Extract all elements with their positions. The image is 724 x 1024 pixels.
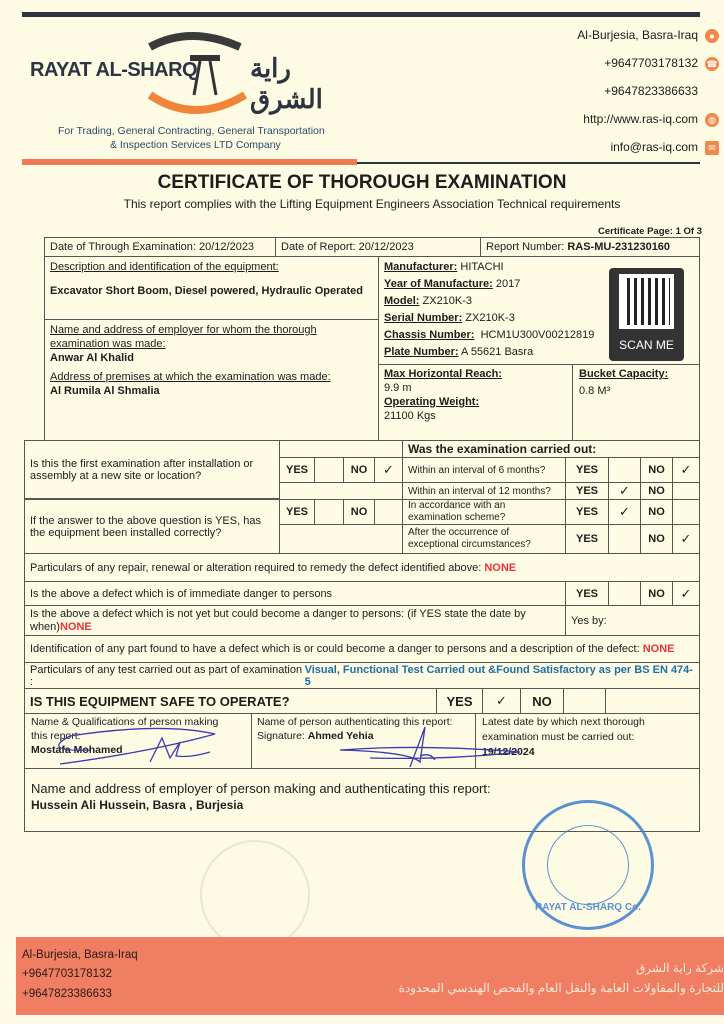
contact-website[interactable]: http://www.ras-iq.com xyxy=(583,112,698,126)
immediate-danger-label: Is the above a defect which is of immediate danger to persons xyxy=(24,581,566,606)
employer-value: Anwar Al Khalid xyxy=(50,352,134,364)
carried-12-yes: YES xyxy=(565,482,609,500)
desc-value: Excavator Short Boom, Diesel powered, Hydraulic Operated xyxy=(50,285,363,297)
safe-yes-check[interactable]: ✓ xyxy=(482,688,521,714)
reach-label: Max Horizontal Reach: xyxy=(384,368,502,380)
carried-exc-yes-check[interactable] xyxy=(608,524,641,554)
auth-label: Name of person authenticating this report: xyxy=(257,716,453,728)
plate-label: Plate Number: xyxy=(384,346,459,358)
premises-value: Al Rumila Al Shmalia xyxy=(50,385,160,397)
carried-scheme: In accordance with an examination scheme? xyxy=(402,499,566,525)
q2-yes-box[interactable] xyxy=(314,499,344,525)
contacts xyxy=(577,28,698,168)
identification-row xyxy=(24,635,700,663)
q2-yes: YES xyxy=(279,499,315,525)
next-exam-date: 19/12/2024 xyxy=(482,746,535,758)
employer-label: Name and address of employer for whom the thorough examination was made: xyxy=(50,324,317,350)
identification-label: Identification of any part found to have a defect which is or could become a danger to persons and a description of the defect: xyxy=(30,643,643,655)
footer-address: Al-Burjesia, Basra-Iraq xyxy=(22,949,138,961)
tagline-1: For Trading, General Contracting, General Transportation xyxy=(58,125,325,137)
report-number xyxy=(480,237,700,257)
safe-question: IS THIS EQUIPMENT SAFE TO OPERATE? xyxy=(24,688,437,714)
serial-value: ZX210K-3 xyxy=(462,312,515,324)
tests-label: Particulars of any test carried out as part of examination : xyxy=(30,663,303,688)
company-name-ar: راية الشرق xyxy=(250,53,323,114)
year-value: 2017 xyxy=(492,278,521,290)
certificate-page: Certificate Page: 1 Of 3 xyxy=(597,226,702,237)
footer-phone-1[interactable]: +9647703178132 xyxy=(22,968,112,980)
carried-12-no: NO xyxy=(640,482,673,500)
auth-sig-label: Signature: xyxy=(257,730,308,742)
not-yet-label: Is the above a defect which is not yet but could become a danger to persons: (if YES state the date by when) xyxy=(30,608,526,633)
manufacturer-label: Manufacturer: xyxy=(384,261,458,273)
reach-value: 9.9 m xyxy=(384,382,412,394)
footer xyxy=(16,937,724,1015)
company-name-en: RAYAT AL-SHARQ xyxy=(30,59,198,81)
model-label: Model: xyxy=(384,295,420,307)
bucket-label: Bucket Capacity: xyxy=(579,368,669,380)
carried-6-yes: YES xyxy=(565,457,609,483)
page-title: CERTIFICATE OF THOROUGH EXAMINATION xyxy=(157,172,567,193)
chassis-label: Chassis Number: xyxy=(384,329,475,341)
watermark-seal xyxy=(200,840,310,950)
report-number-label: Report Number: xyxy=(486,241,565,253)
premises-label: Address of premises at which the examination was made: xyxy=(50,371,331,383)
blank xyxy=(279,482,403,500)
contact-phone-2[interactable]: +9647823386633 xyxy=(604,84,698,98)
q1-no-check[interactable]: ✓ xyxy=(374,457,403,483)
not-yet-value: NONE xyxy=(59,621,92,633)
exam-date: Date of Through Examination: 20/12/2023 xyxy=(44,237,276,257)
carried-scheme-no: NO xyxy=(640,499,673,525)
blank xyxy=(605,688,700,714)
bucket-box xyxy=(572,364,700,441)
safe-no: NO xyxy=(520,688,564,714)
year-label: Year of Manufacture: xyxy=(384,278,493,290)
weight-value: 21100 Kgs xyxy=(384,410,436,422)
manufacturer-value: HITACHI xyxy=(457,261,504,273)
tests-row xyxy=(24,662,700,689)
q1-yes-box[interactable] xyxy=(314,457,344,483)
page-subtitle: This report complies with the Lifting Equipment Engineers Association Technical requirements xyxy=(123,197,621,211)
next-exam-label: Latest date by which next thorough examination must be carried out: xyxy=(482,716,645,743)
tests-value: Visual, Functional Test Carried out &Found Satisfactory as per BS EN 474-5 xyxy=(304,663,693,688)
bucket-value: 0.8 M³ xyxy=(579,385,611,397)
carried-exc-no: NO xyxy=(640,524,673,554)
carried-12-no-check[interactable] xyxy=(672,482,700,500)
repair-row xyxy=(24,553,700,582)
yes-by: Yes by: xyxy=(565,605,700,636)
contact-address: Al-Burjesia, Basra-Iraq xyxy=(577,28,698,42)
plate-value: A 55621 Basra xyxy=(458,346,534,358)
immediate-yes: YES xyxy=(565,581,609,606)
carried-scheme-yes-check[interactable]: ✓ xyxy=(608,499,641,525)
contact-email[interactable]: info@ras-iq.com xyxy=(610,140,698,154)
accent-bar xyxy=(22,159,357,165)
email-icon: ✉ xyxy=(705,141,719,155)
carried-12-months: Within an interval of 12 months? xyxy=(402,482,566,500)
carried-exc-yes: YES xyxy=(565,524,609,554)
weight-label: Operating Weight: xyxy=(384,396,480,408)
tagline-2: & Inspection Services LTD Company xyxy=(110,139,281,151)
carried-exceptional: After the occurrence of exceptional circumstances? xyxy=(402,524,566,554)
equipment-desc-box xyxy=(44,256,379,320)
model-value: ZX210K-3 xyxy=(419,295,473,307)
repair-label: Particulars of any repair, renewal or alteration required to remedy the defect identified above: xyxy=(30,561,485,574)
footer-arabic-1: شركة راية الشرق xyxy=(635,961,724,975)
identification-value: NONE xyxy=(642,643,675,655)
stamp-text: RAYAT AL-SHARQ Co. xyxy=(535,902,641,913)
q2-no: NO xyxy=(343,499,375,525)
scan-me-label: SCAN ME xyxy=(619,338,674,352)
carried-scheme-no-check[interactable] xyxy=(672,499,700,525)
q1-no: NO xyxy=(343,457,375,483)
immediate-no: NO xyxy=(640,581,673,606)
blank xyxy=(279,524,403,554)
question-installed: If the answer to the above question is YES, has the equipment been installed correctly? xyxy=(24,499,280,554)
blank xyxy=(279,440,403,458)
carried-6-no: NO xyxy=(640,457,673,483)
company-stamp xyxy=(522,800,654,930)
q2-no-box[interactable] xyxy=(374,499,403,525)
carried-6-no-check[interactable]: ✓ xyxy=(672,457,700,483)
repair-value: NONE xyxy=(484,561,517,574)
accent-line xyxy=(357,162,700,164)
carried-6-yes-check[interactable] xyxy=(608,457,641,483)
phone-icon: ☎ xyxy=(705,57,719,71)
immediate-no-check[interactable]: ✓ xyxy=(672,581,700,606)
maker-label: Name & Qualifications of person making this report: xyxy=(31,716,219,742)
location-pin-icon: ● xyxy=(705,29,719,43)
reach-box xyxy=(378,364,573,441)
report-number-value: RAS-MU-231230160 xyxy=(567,241,671,253)
carried-scheme-yes: YES xyxy=(565,499,609,525)
maker-name: Mostafa Mohamed xyxy=(31,744,123,756)
top-rule xyxy=(22,12,700,17)
contact-phone-1[interactable]: +9647703178132 xyxy=(604,56,698,70)
employer-2-value: Hussein Ali Hussein, Basra , Burjesia xyxy=(31,798,244,812)
employer-box xyxy=(44,319,379,441)
signature-auth xyxy=(300,722,560,772)
desc-label: Description and identification of the equipment: xyxy=(50,261,279,273)
logo xyxy=(30,25,360,120)
employer-2-label: Name and address of employer of person making and authenticating this report: xyxy=(31,781,491,796)
carried-exc-no-check[interactable]: ✓ xyxy=(672,524,700,554)
globe-icon: ◍ xyxy=(705,113,719,127)
footer-phone-2[interactable]: +9647823386633 xyxy=(22,988,112,1000)
signature-maker xyxy=(30,722,230,772)
qr-icon xyxy=(619,274,674,329)
carried-6-months: Within an interval of 6 months? xyxy=(402,457,566,483)
not-yet-row xyxy=(24,605,566,636)
immediate-yes-box[interactable] xyxy=(608,581,641,606)
serial-label: Serial Number: xyxy=(384,312,463,324)
carried-12-yes-check[interactable]: ✓ xyxy=(608,482,641,500)
q1-yes: YES xyxy=(279,457,315,483)
question-first-exam: Is this the first examination after installation or assembly at a new site or location? xyxy=(24,440,280,499)
chassis-value: HCM1U300V00212819 xyxy=(474,329,595,341)
safe-yes: YES xyxy=(436,688,483,714)
auth-name: Ahmed Yehia xyxy=(307,730,374,742)
safe-no-box[interactable] xyxy=(563,688,606,714)
footer-arabic-2: للتجارة والمقاولات العامة والنقل العام والفحص الهندسي المحدودة xyxy=(398,981,724,995)
report-date: Date of Report: 20/12/2023 xyxy=(275,237,481,257)
carried-out-header: Was the examination carried out: xyxy=(402,440,700,458)
qr-code[interactable] xyxy=(609,268,684,361)
stamp-inner xyxy=(547,825,629,905)
